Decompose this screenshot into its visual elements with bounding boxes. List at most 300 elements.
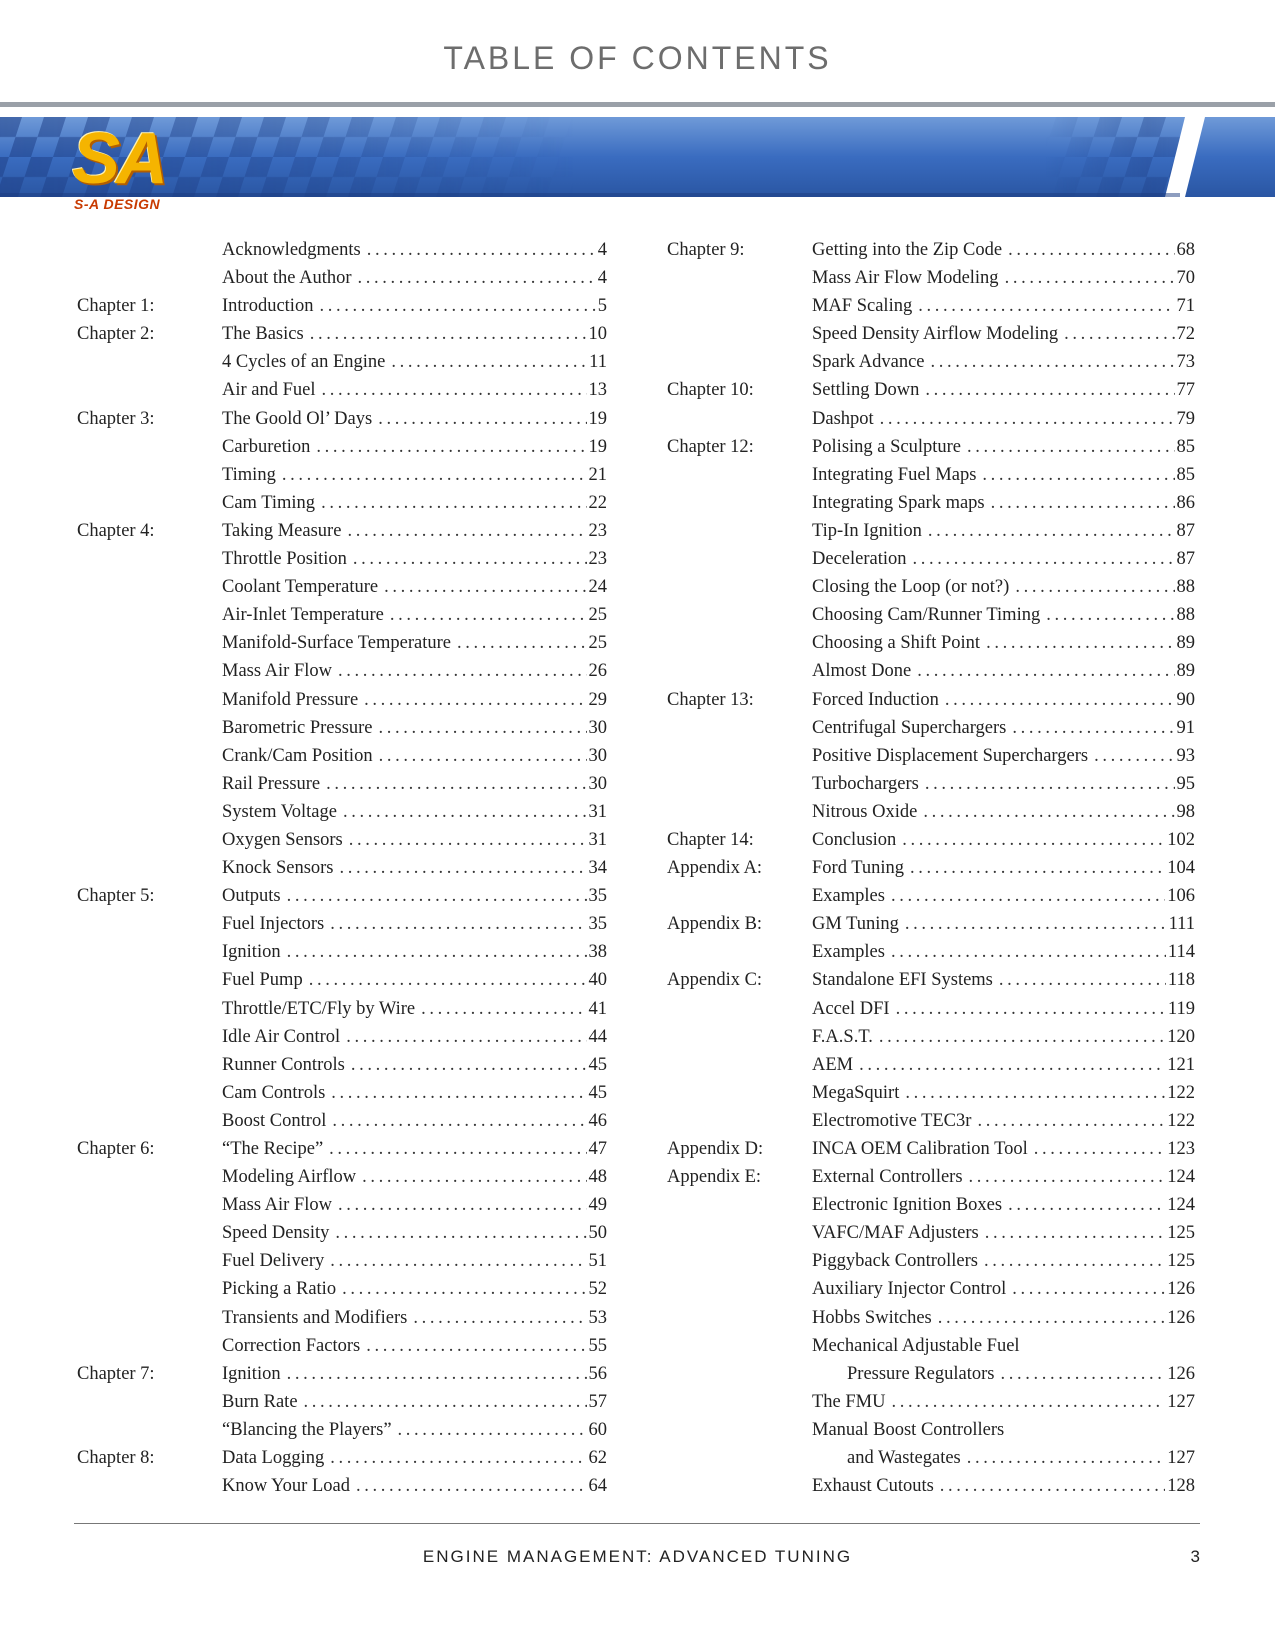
- toc-row: [667, 1472, 1195, 1500]
- toc-dot-leader: [859, 1051, 1165, 1079]
- toc-entry[interactable]: [222, 742, 607, 770]
- toc-entry[interactable]: [812, 995, 1195, 1023]
- toc-entry[interactable]: [812, 826, 1195, 854]
- toc-page-number: 85: [1176, 436, 1195, 457]
- toc-row: [667, 461, 1195, 489]
- toc-entry-title: Timing: [222, 464, 276, 485]
- toc-entry[interactable]: [222, 1163, 607, 1191]
- toc-entry-title: Fuel Injectors: [222, 914, 325, 935]
- toc-dot-leader: [282, 461, 587, 489]
- toc-entry-title: MAF Scaling: [812, 296, 913, 317]
- toc-row: [667, 489, 1195, 517]
- toc-dot-leader: [931, 348, 1175, 376]
- toc-entry-title: Burn Rate: [222, 1391, 298, 1412]
- toc-entry-title: Manual Boost Controllers: [812, 1419, 1005, 1440]
- toc-page-number: 91: [1176, 717, 1195, 738]
- toc-entry-title: About the Author: [222, 268, 352, 289]
- toc-page-number: 127: [1167, 1448, 1195, 1469]
- toc-dot-leader: [358, 264, 596, 292]
- toc-entry[interactable]: [812, 1275, 1195, 1303]
- toc-entry-title: GM Tuning: [812, 914, 899, 935]
- toc-entry-title: Correction Factors: [222, 1335, 361, 1356]
- toc-entry[interactable]: [812, 1135, 1195, 1163]
- toc-entry[interactable]: [812, 1360, 1195, 1388]
- toc-entry[interactable]: [222, 1023, 607, 1051]
- toc-entry-title: System Voltage: [222, 801, 337, 822]
- toc-dot-leader: [1000, 1360, 1165, 1388]
- toc-page-number: 29: [588, 689, 607, 710]
- toc-entry-title: Choosing a Shift Point: [812, 633, 981, 654]
- toc-chapter-label: Appendix A:: [667, 858, 763, 879]
- toc-row: [77, 1079, 607, 1107]
- toc-entry-title: Oxygen Sensors: [222, 829, 343, 850]
- toc-row: [77, 601, 607, 629]
- toc-entry[interactable]: [222, 405, 607, 433]
- toc-entry[interactable]: [812, 1416, 1195, 1444]
- toc-entry[interactable]: [812, 405, 1195, 433]
- toc-entry[interactable]: [222, 882, 607, 910]
- toc-dot-leader: [391, 348, 587, 376]
- toc-entry[interactable]: [222, 657, 607, 685]
- toc-page-number: 77: [1176, 380, 1195, 401]
- toc-row: [667, 938, 1195, 966]
- toc-entry[interactable]: [812, 1219, 1195, 1247]
- toc-entry[interactable]: [222, 714, 607, 742]
- toc-entry-title: Closing the Loop (or not?): [812, 577, 1010, 598]
- toc-entry[interactable]: [812, 798, 1195, 826]
- toc-row: [77, 882, 607, 910]
- toc-entry-title: The FMU: [812, 1391, 886, 1412]
- toc-dot-leader: [905, 1079, 1165, 1107]
- toc-dot-leader: [413, 1304, 586, 1332]
- toc-row: [77, 1219, 607, 1247]
- toc-dot-leader: [917, 657, 1174, 685]
- toc-dot-leader: [287, 938, 587, 966]
- toc-row: [667, 686, 1195, 714]
- toc-entry[interactable]: [222, 854, 607, 882]
- toc-chapter-label: Chapter 9:: [667, 240, 745, 260]
- toc-entry-title: Conclusion: [812, 829, 897, 850]
- toc-entry[interactable]: [222, 1444, 607, 1472]
- toc-entry[interactable]: [812, 601, 1195, 629]
- toc-row: [667, 826, 1195, 854]
- toc-row: [77, 995, 607, 1023]
- toc-entry[interactable]: [222, 348, 607, 376]
- toc-page-number: 87: [1176, 520, 1195, 541]
- toc-row: [77, 910, 607, 938]
- toc-entry-title: Positive Displacement Superchargers: [812, 745, 1089, 766]
- toc-entry[interactable]: [812, 1444, 1195, 1472]
- toc-page-number: 98: [1176, 801, 1195, 822]
- toc-entry-title: Acknowledgments: [222, 240, 361, 260]
- toc-entry[interactable]: [222, 995, 607, 1023]
- toc-chapter-label: Chapter 8:: [77, 1448, 155, 1469]
- toc-entry[interactable]: [812, 1107, 1195, 1135]
- toc-entry[interactable]: [222, 1135, 607, 1163]
- toc-entry-title: Fuel Pump: [222, 970, 303, 991]
- toc-entry[interactable]: [222, 433, 607, 461]
- toc-page-number: 86: [1176, 492, 1195, 513]
- toc-entry[interactable]: [222, 1275, 607, 1303]
- toc-entry[interactable]: [222, 1416, 607, 1444]
- toc-entry-title: Idle Air Control: [222, 1026, 341, 1047]
- toc-dot-leader: [991, 489, 1175, 517]
- toc-page-number: 87: [1176, 549, 1195, 570]
- toc-row: [667, 1107, 1195, 1135]
- toc-page-number: 13: [588, 380, 607, 401]
- toc-chapter-label: Chapter 1:: [77, 296, 155, 317]
- toc-entry[interactable]: [222, 320, 607, 348]
- toc-row: [667, 433, 1195, 461]
- toc-row: [667, 966, 1195, 994]
- toc-page-number: 102: [1167, 829, 1195, 850]
- toc-dot-leader: [1094, 742, 1174, 770]
- toc-dot-leader: [985, 1219, 1166, 1247]
- toc-row: [667, 1163, 1195, 1191]
- toc-page-number: 4: [597, 268, 607, 289]
- toc-entry-title: Data Logging: [222, 1448, 325, 1469]
- toc-entry[interactable]: [222, 798, 607, 826]
- toc-page-number: 5: [597, 296, 607, 317]
- toc-entry-title: Know Your Load: [222, 1476, 350, 1497]
- toc-row: [77, 770, 607, 798]
- toc-entry[interactable]: [222, 826, 607, 854]
- toc-entry[interactable]: [222, 1219, 607, 1247]
- toc-row: [77, 1388, 607, 1416]
- toc-entry[interactable]: [812, 629, 1195, 657]
- toc-entry[interactable]: [222, 966, 607, 994]
- toc-row: [77, 292, 607, 320]
- toc-dot-leader: [349, 826, 587, 854]
- toc-entry-title: Rail Pressure: [222, 773, 321, 794]
- toc-entry-title: Throttle/ETC/Fly by Wire: [222, 998, 416, 1019]
- toc-page-number: 64: [588, 1476, 607, 1497]
- toc-entry[interactable]: [222, 264, 607, 292]
- toc-page-number: 71: [1176, 296, 1195, 317]
- toc-page-number: 10: [588, 324, 607, 345]
- toc-entry[interactable]: [812, 376, 1195, 404]
- toc-row: [77, 629, 607, 657]
- toc-dot-leader: [1012, 1275, 1165, 1303]
- toc-dot-leader: [346, 1023, 586, 1051]
- toc-entry[interactable]: [222, 292, 607, 320]
- toc-entry[interactable]: [222, 461, 607, 489]
- toc-dot-leader: [338, 657, 587, 685]
- toc-entry[interactable]: [812, 236, 1195, 264]
- checkered-banner-graphic: [0, 117, 1275, 197]
- toc-row: [77, 405, 607, 433]
- toc-entry-title: Transients and Modifiers: [222, 1307, 408, 1328]
- toc-row: [667, 1416, 1195, 1444]
- toc-entry-title: Centrifugal Superchargers: [812, 717, 1007, 738]
- toc-dot-leader: [892, 1388, 1166, 1416]
- sa-design-logo-subtext: S-A DESIGN: [74, 196, 161, 212]
- toc-entry[interactable]: [812, 882, 1195, 910]
- toc-entry[interactable]: [222, 1360, 607, 1388]
- toc-entry-title: Ignition: [222, 1363, 281, 1384]
- toc-page-number: 35: [588, 886, 607, 907]
- toc-chapter-label: Chapter 5:: [77, 886, 155, 907]
- toc-entry[interactable]: [812, 1191, 1195, 1219]
- toc-row: [77, 1051, 607, 1079]
- toc-page-number: 114: [1167, 942, 1195, 963]
- toc-dot-leader: [986, 629, 1174, 657]
- toc-entry-title: Getting into the Zip Code: [812, 240, 1003, 260]
- toc-entry[interactable]: [812, 1023, 1195, 1051]
- toc-entry[interactable]: [812, 545, 1195, 573]
- toc-dot-leader: [353, 545, 587, 573]
- toc-dot-leader: [321, 489, 586, 517]
- toc-entry[interactable]: [812, 1304, 1195, 1332]
- toc-entry-title: Spark Advance: [812, 352, 925, 373]
- toc-entry[interactable]: [812, 517, 1195, 545]
- toc-entry-title: Standalone EFI Systems: [812, 970, 993, 991]
- toc-row: [77, 1023, 607, 1051]
- toc-page-number: 53: [588, 1307, 607, 1328]
- toc-entry[interactable]: [222, 1472, 607, 1500]
- toc-dot-leader: [896, 995, 1166, 1023]
- toc-page-number: 34: [588, 858, 607, 879]
- toc-entry-title: and Wastegates: [847, 1448, 961, 1469]
- toc-entry-title: Almost Done: [812, 661, 912, 682]
- toc-entry-title: Taking Measure: [222, 520, 342, 541]
- toc-entry-title: Choosing Cam/Runner Timing: [812, 605, 1041, 626]
- toc-row: [77, 826, 607, 854]
- toc-chapter-label: Chapter 7:: [77, 1363, 155, 1384]
- toc-page-number: 89: [1176, 633, 1195, 654]
- toc-dot-leader: [910, 854, 1165, 882]
- toc-dot-leader: [1008, 1191, 1165, 1219]
- toc-row: [667, 1275, 1195, 1303]
- toc-page-number: 23: [588, 549, 607, 570]
- toc-row: [77, 657, 607, 685]
- toc-entry[interactable]: [812, 292, 1195, 320]
- toc-entry[interactable]: [222, 1247, 607, 1275]
- toc-entry-title: Crank/Cam Position: [222, 745, 373, 766]
- toc-entry-title: The Basics: [222, 324, 304, 345]
- toc-dot-leader: [1008, 236, 1174, 264]
- toc-row: [77, 1360, 607, 1388]
- toc-chapter-label: Chapter 6:: [77, 1139, 155, 1159]
- toc-dot-leader: [982, 461, 1174, 489]
- toc-entry[interactable]: [812, 1079, 1195, 1107]
- toc-entry-title: Air and Fuel: [222, 380, 316, 401]
- toc-dot-leader: [902, 826, 1165, 854]
- toc-dot-leader: [967, 433, 1174, 461]
- toc-entry-title: F.A.S.T.: [812, 1026, 873, 1047]
- toc-entry-title: Ignition: [222, 942, 281, 963]
- toc-row: [667, 1051, 1195, 1079]
- toc-row: [77, 1332, 607, 1360]
- toc-page-number: 122: [1167, 1082, 1195, 1103]
- toc-entry[interactable]: [812, 1051, 1195, 1079]
- toc-page-number: 52: [588, 1279, 607, 1300]
- toc-entry[interactable]: [222, 770, 607, 798]
- header-banner: [0, 117, 1275, 197]
- toc-page-number: 49: [588, 1195, 607, 1216]
- toc-entry[interactable]: [812, 742, 1195, 770]
- toc-entry-title: Integrating Fuel Maps: [812, 464, 977, 485]
- toc-entry-title: Mass Air Flow Modeling: [812, 268, 999, 289]
- toc-page-number: 25: [588, 605, 607, 626]
- toc-chapter-label: Appendix E:: [667, 1167, 762, 1188]
- toc-row: [77, 1247, 607, 1275]
- toc-page-number: 89: [1176, 661, 1195, 682]
- toc-chapter-label: Appendix D:: [667, 1139, 764, 1159]
- toc-dot-leader: [1064, 320, 1174, 348]
- toc-entry-title: Integrating Spark maps: [812, 492, 985, 513]
- toc-row: [667, 657, 1195, 685]
- toc-page-number: 60: [588, 1419, 607, 1440]
- toc-row: [667, 264, 1195, 292]
- toc-entry-title: Outputs: [222, 886, 281, 907]
- toc-dot-leader: [287, 882, 587, 910]
- toc-page-number: 24: [588, 577, 607, 598]
- toc-dot-leader: [925, 376, 1174, 404]
- toc-row: [77, 348, 607, 376]
- toc-entry[interactable]: [222, 1332, 607, 1360]
- toc-entry[interactable]: [812, 854, 1195, 882]
- toc-page-number: 90: [1176, 689, 1195, 710]
- toc-entry[interactable]: [812, 489, 1195, 517]
- toc-entry-title: INCA OEM Calibration Tool: [812, 1139, 1028, 1159]
- toc-entry[interactable]: [812, 770, 1195, 798]
- toc-entry[interactable]: [812, 348, 1195, 376]
- toc-entry[interactable]: [222, 489, 607, 517]
- toc-entry[interactable]: [222, 1304, 607, 1332]
- toc-page-number: 44: [588, 1026, 607, 1047]
- toc-dot-leader: [880, 405, 1175, 433]
- toc-row: [667, 798, 1195, 826]
- toc-dot-leader: [1046, 601, 1174, 629]
- toc-entry[interactable]: [812, 1163, 1195, 1191]
- toc-dot-leader: [1034, 1135, 1166, 1163]
- toc-dot-leader: [335, 1219, 586, 1247]
- toc-entry-title: Mechanical Adjustable Fuel: [812, 1335, 1020, 1356]
- toc-entry-title: Electronic Ignition Boxes: [812, 1195, 1003, 1216]
- toc-entry[interactable]: [812, 433, 1195, 461]
- toc-entry[interactable]: [222, 573, 607, 601]
- toc-dot-leader: [304, 1388, 587, 1416]
- toc-row: [77, 264, 607, 292]
- toc-entry-title: Boost Control: [222, 1110, 327, 1131]
- toc-entry[interactable]: [222, 601, 607, 629]
- toc-row: [667, 1023, 1195, 1051]
- toc-dot-leader: [999, 966, 1166, 994]
- toc-page-number: 30: [588, 745, 607, 766]
- toc-entry[interactable]: [812, 1388, 1195, 1416]
- toc-page-number: 57: [588, 1391, 607, 1412]
- toc-dot-leader: [1015, 573, 1174, 601]
- toc-entry[interactable]: [812, 264, 1195, 292]
- toc-entry[interactable]: [222, 1051, 607, 1079]
- toc-row: [77, 517, 607, 545]
- toc-page-number: 126: [1167, 1363, 1195, 1384]
- toc-page-number: 95: [1176, 773, 1195, 794]
- toc-chapter-label: Chapter 13:: [667, 689, 754, 710]
- toc-entry-title: Dashpot: [812, 408, 874, 429]
- toc-page-number: 121: [1167, 1054, 1195, 1075]
- toc-entry[interactable]: [222, 545, 607, 573]
- toc-entry[interactable]: [812, 966, 1195, 994]
- toc-dot-leader: [343, 798, 587, 826]
- toc-entry[interactable]: [812, 1472, 1195, 1500]
- toc-entry[interactable]: [222, 910, 607, 938]
- toc-entry[interactable]: [812, 573, 1195, 601]
- toc-entry[interactable]: [222, 938, 607, 966]
- toc-row: [667, 405, 1195, 433]
- toc-page-number: 62: [588, 1448, 607, 1469]
- toc-row: [77, 714, 607, 742]
- toc-row: [667, 517, 1195, 545]
- toc-dot-leader: [457, 629, 586, 657]
- toc-entry[interactable]: [812, 938, 1195, 966]
- toc-dot-leader: [338, 1191, 587, 1219]
- toc-page-number: 123: [1167, 1139, 1195, 1159]
- toc-chapter-label: Chapter 14:: [667, 829, 754, 850]
- toc-entry-title: Piggyback Controllers: [812, 1251, 978, 1272]
- toc-entry-title: Air-Inlet Temperature: [222, 605, 384, 626]
- toc-page-number: 50: [588, 1223, 607, 1244]
- toc-entry[interactable]: [812, 320, 1195, 348]
- toc-entry[interactable]: [222, 629, 607, 657]
- toc-entry-title: Manifold Pressure: [222, 689, 359, 710]
- toc-page-number: 26: [588, 661, 607, 682]
- toc-entry-title: Exhaust Cutouts: [812, 1476, 934, 1497]
- toc-entry[interactable]: [812, 1332, 1195, 1360]
- toc-entry[interactable]: [222, 1107, 607, 1135]
- toc-entry-title: Cam Timing: [222, 492, 316, 513]
- toc-entry-title: Throttle Position: [222, 549, 347, 570]
- toc-entry[interactable]: [222, 686, 607, 714]
- toc-entry-title: Mass Air Flow: [222, 1195, 332, 1216]
- toc-entry[interactable]: [812, 657, 1195, 685]
- toc-page-number: 125: [1167, 1251, 1195, 1272]
- toc-page-number: 31: [588, 829, 607, 850]
- toc-entry[interactable]: [812, 1247, 1195, 1275]
- toc-entry[interactable]: [222, 1388, 607, 1416]
- toc-row: [667, 854, 1195, 882]
- toc-dot-leader: [331, 1079, 586, 1107]
- toc-entry[interactable]: [222, 1191, 607, 1219]
- toc-entry[interactable]: [222, 1079, 607, 1107]
- toc-page-number: 56: [588, 1363, 607, 1384]
- toc-entry[interactable]: [222, 517, 607, 545]
- toc-entry-title: Examples: [812, 886, 885, 907]
- toc-entry[interactable]: [812, 686, 1195, 714]
- toc-entry[interactable]: [812, 714, 1195, 742]
- toc-entry[interactable]: [812, 461, 1195, 489]
- toc-entry-title: Ford Tuning: [812, 858, 905, 879]
- toc-entry[interactable]: [222, 376, 607, 404]
- toc-row: [667, 1304, 1195, 1332]
- toc-dot-leader: [969, 1163, 1166, 1191]
- toc-entry[interactable]: [222, 236, 607, 264]
- toc-page-number: 30: [588, 717, 607, 738]
- toc-dot-leader: [342, 1275, 586, 1303]
- toc-dot-leader: [928, 517, 1175, 545]
- toc-dot-leader: [1005, 264, 1175, 292]
- toc-entry[interactable]: [812, 910, 1195, 938]
- footer-page-number: 3: [1190, 1547, 1200, 1566]
- toc-page-number: 126: [1167, 1307, 1195, 1328]
- toc-dot-leader: [384, 573, 586, 601]
- toc-page-number: 48: [588, 1167, 607, 1188]
- footer-divider: [74, 1523, 1200, 1524]
- toc-page-number: 68: [1176, 240, 1195, 260]
- toc-page-number: 126: [1167, 1279, 1195, 1300]
- toc-page-number: 21: [588, 464, 607, 485]
